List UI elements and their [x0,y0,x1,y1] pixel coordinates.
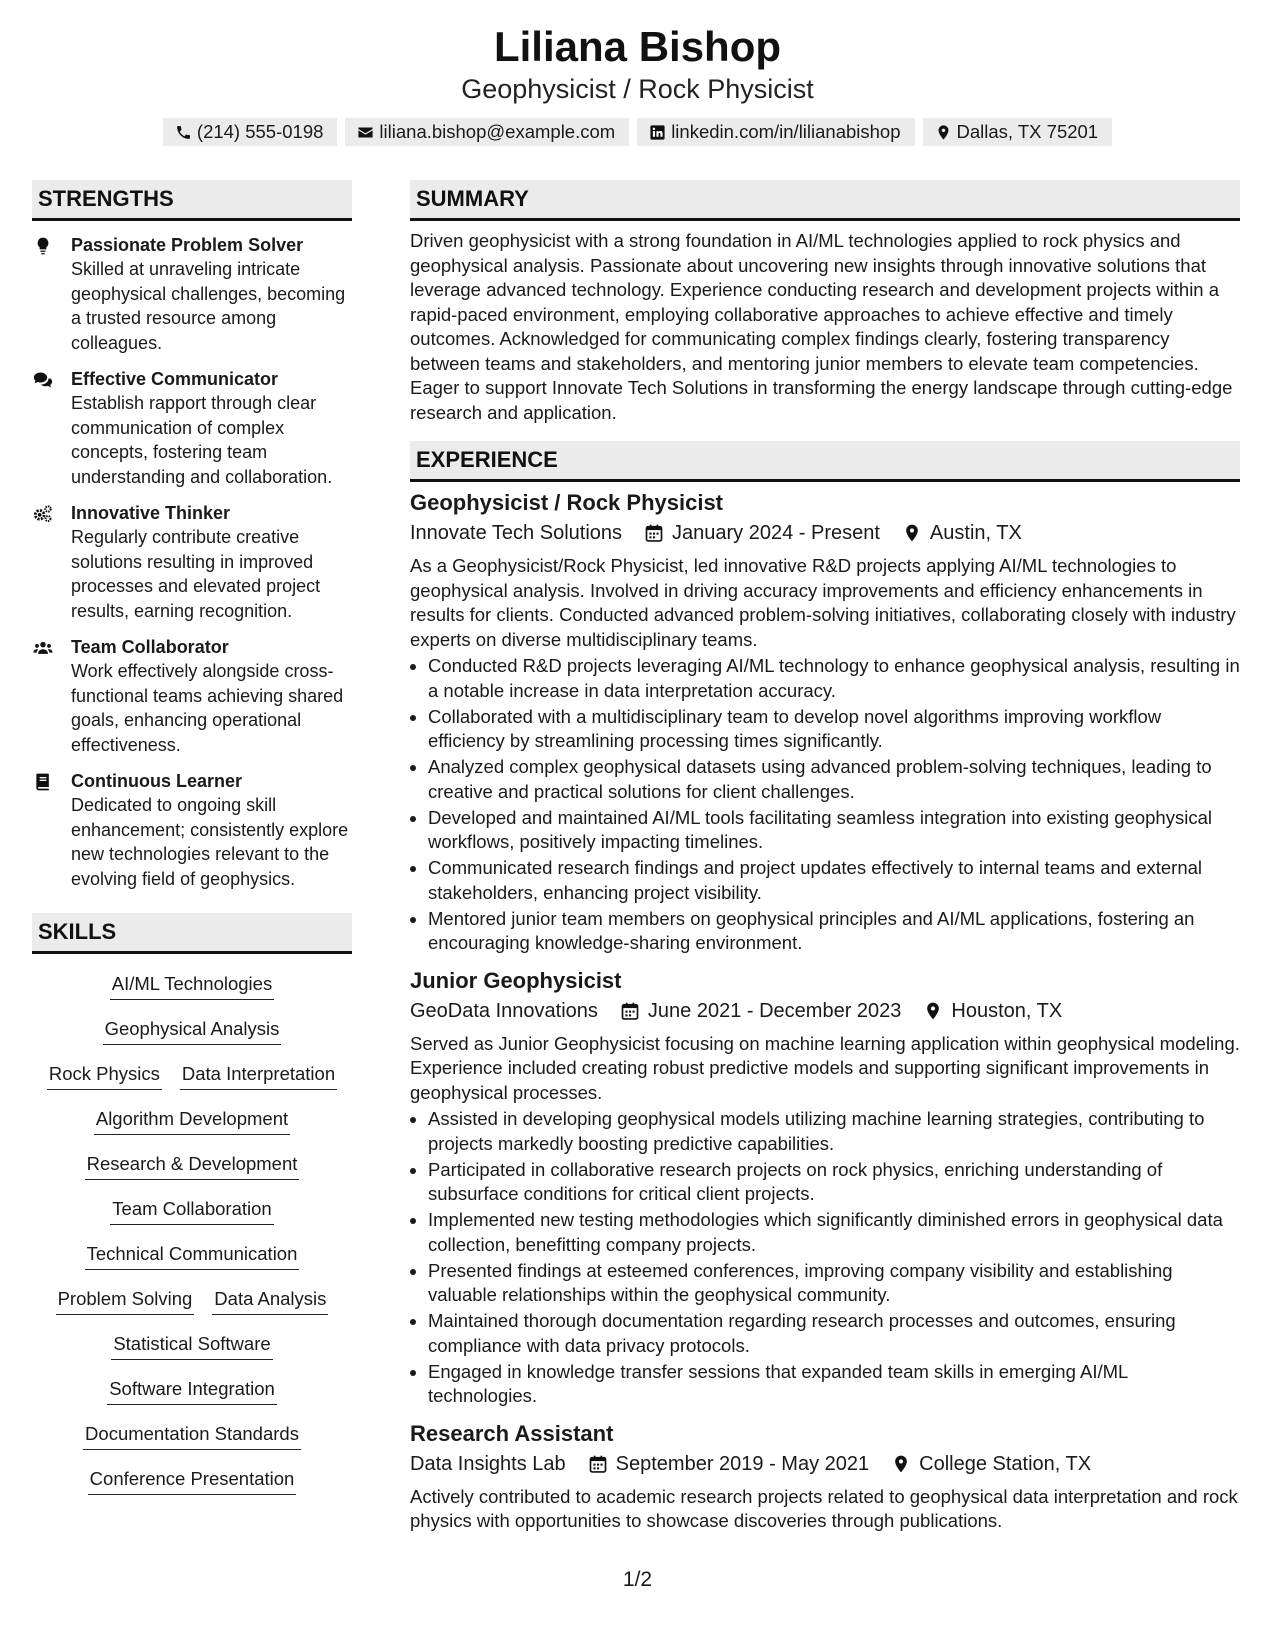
job-description: Actively contributed to academic research projects related to geophysical data interpretation and rock physics with opportunities to showcase discoveries through publications. [410,1485,1238,1531]
strength-title: Innovative Thinker [71,503,231,523]
skill-row [32,1324,352,1369]
map-pin-icon [891,1454,911,1474]
skill-tag: Technical Communication [85,1242,300,1270]
map-pin-icon [902,523,922,543]
skill-row [32,1459,352,1504]
strength-desc: Dedicated to ongoing skill enhancement; consistently explore new technologies relevant to the evolving field of geophysics. [71,795,349,889]
linkedin-chip[interactable] [637,118,914,146]
summary-text: Driven geophysicist with a strong foundation in AI/ML technologies applied to rock physics and geophysical analysis. Passionate about uncovering new insights through innovative solutions that leverage advanced technology. Experience conducting research and development projects within a rapid-paced environment, employing collaborative approaches to achieve effective and timely outcomes. Acknowledged for communicating complex findings clearly, fostering transparency between teams and stakeholders, and mentoring junior members to elevate team competencies. Eager to support Innovate Tech Solutions in transforming the energy landscape through cutting-edge research and application. [410,230,1233,423]
experience-heading: EXPERIENCE [410,441,1240,482]
candidate-name: Liliana Bishop [493,23,782,70]
skill-row [32,1144,352,1189]
strength-item [32,501,352,623]
strengths-heading: STRENGTHS [32,180,352,221]
skill-tag: Team Collaboration [110,1197,273,1225]
job-bullet: • Mentored junior team members on geophysical principles and AI/ML applications, fostering an encouraging knowledge-sharing environment. [428,907,1240,956]
skill-tag: Statistical Software [111,1332,272,1360]
job-location: Houston, TX [951,999,1063,1022]
skill-tag: Research & Development [85,1152,300,1180]
email-text: liliana.bishop@example.com [379,121,616,142]
skill-tag: Problem Solving [56,1287,195,1315]
strength-title: Passionate Problem Solver [71,235,304,255]
job-entry [410,488,1240,956]
job-dates: June 2021 - December 2023 [647,999,902,1022]
job-company: Data Insights Lab [410,1452,566,1475]
skill-row [32,1189,352,1234]
strength-title: Continuous Learner [71,771,243,791]
job-title: Research Assistant [410,1420,614,1446]
skill-tag: Conference Presentation [88,1467,297,1495]
candidate-title: Geophysicist / Rock Physicist [461,74,814,104]
job-meta [410,996,1240,1026]
comments-icon [32,370,54,390]
contact-bar [0,118,1275,146]
job-bullet: • Developed and maintained AI/ML tools facilitating seamless integration into existing geophysical workflows, positively impacting timelines. [428,806,1240,855]
job-meta [410,1449,1240,1479]
job-bullet: • Collaborated with a multidisciplinary team to develop novel algorithms improving workflow efficiency by streamlining processing times significantly. [428,705,1240,754]
skill-row [32,1054,352,1099]
job-dates: September 2019 - May 2021 [615,1452,870,1475]
map-pin-icon [935,124,952,141]
job-entry [410,1419,1240,1534]
strength-item [32,635,352,757]
summary-heading: SUMMARY [410,180,1240,221]
strength-title: Effective Communicator [71,369,279,389]
strength-item [32,233,352,355]
right-column [410,180,1240,1534]
skill-row [32,1234,352,1279]
job-description: As a Geophysicist/Rock Physicist, led innovative R&D projects applying AI/ML technologies to geophysical analysis. Involved in driving accuracy improvements and efficiency enhancements in results for clients. Conducted advanced problem-solving initiatives, collaborating closely with industry experts on diverse multidisciplinary teams. [410,555,1236,650]
strength-desc: Regularly contribute creative solutions resulting in improved processes and elevated project results, earning recognition. [71,527,321,621]
job-bullet: • Participated in collaborative research projects on rock physics, enriching understanding of subsurface conditions for critical client projects. [428,1158,1240,1207]
skill-tag: Rock Physics [47,1062,162,1090]
linkedin-text: linkedin.com/in/lilianabishop [671,121,901,142]
job-bullets [410,654,1240,956]
location-chip [923,118,1113,146]
job-title: Junior Geophysicist [410,967,622,993]
skill-tag: Documentation Standards [83,1422,301,1450]
skill-tag: Data Interpretation [180,1062,337,1090]
linkedin-icon [649,124,666,141]
envelope-icon [357,124,374,141]
job-title: Geophysicist / Rock Physicist [410,490,724,515]
strength-item [32,769,352,891]
email-chip[interactable] [345,118,629,146]
skill-row [32,964,352,1009]
job-bullet: • Engaged in knowledge transfer sessions that expanded team skills in emerging AI/ML technologies. [428,1360,1240,1409]
job-company: GeoData Innovations [410,999,598,1022]
lightbulb-icon [32,236,54,256]
phone-chip[interactable] [163,118,338,146]
skill-row [32,1414,352,1459]
skill-tag: Software Integration [107,1377,277,1405]
resume-header [0,22,1275,146]
strength-title: Team Collaborator [71,637,229,657]
job-bullet: • Communicated research findings and project updates effectively to internal teams and external stakeholders, enhancing project visibility. [428,856,1240,905]
strength-desc: Skilled at unraveling intricate geophysical challenges, becoming a trusted resource among colleagues. [71,259,346,353]
skill-tag: Geophysical Analysis [103,1017,282,1045]
strength-desc: Establish rapport through clear communication of complex concepts, fostering team understanding and collaboration. [71,393,333,487]
job-meta [410,518,1240,548]
skill-row [32,1009,352,1054]
job-bullet: • Implemented new testing methodologies which significantly diminished errors in geophysical data collection, benefitting company projects. [428,1208,1240,1257]
job-bullet: • Assisted in developing geophysical models utilizing machine learning strategies, contributing to projects markedly boosting predictive capabilities. [428,1107,1240,1156]
skill-tag: Algorithm Development [94,1107,290,1135]
book-icon [32,772,54,792]
skills-list [32,964,352,1504]
skill-row [32,1369,352,1414]
job-dates: January 2024 - Present [672,522,880,544]
job-location: College Station, TX [919,1452,1092,1475]
job-location: Austin, TX [929,522,1022,544]
job-bullets [410,1107,1240,1409]
strength-item [32,367,352,489]
phone-icon [175,124,192,141]
calendar-icon [644,523,664,543]
gears-icon [32,504,54,524]
page-number: 1/2 [622,1568,653,1591]
skill-row [32,1279,352,1324]
job-bullet: • Conducted R&D projects leveraging AI/ML technology to enhance geophysical analysis, resulting in a notable increase in data interpretation accuracy. [428,654,1240,703]
job-entry [410,966,1240,1409]
calendar-icon [588,1454,608,1474]
map-pin-icon [923,1001,943,1021]
skill-tag: AI/ML Technologies [110,972,274,1000]
skills-heading: SKILLS [32,913,352,954]
users-icon [32,638,54,658]
skill-tag: Data Analysis [212,1287,328,1315]
job-bullet: • Maintained thorough documentation regarding research processes and outcomes, ensuring compliance with data privacy protocols. [428,1309,1240,1358]
location-text: Dallas, TX 75201 [956,121,1099,142]
calendar-icon [620,1001,640,1021]
job-company: Innovate Tech Solutions [410,522,623,544]
job-description: Served as Junior Geophysicist focusing on machine learning application within geophysical modeling. Experience included creating robust predictive models and supporting significant improvements in geophysical processes. [410,1032,1240,1103]
phone-text: (214) 555-0198 [196,121,324,142]
skill-row [32,1099,352,1144]
job-bullet: • Analyzed complex geophysical datasets using advanced problem-solving techniques, leading to creative and practical solutions for client challenges. [428,755,1240,804]
job-bullet: • Presented findings at esteemed conferences, improving company visibility and establishing valuable relationships within the geophysical community. [428,1259,1240,1308]
left-column [32,180,352,1504]
strength-desc: Work effectively alongside cross-functional teams achieving shared goals, enhancing operational effectiveness. [71,661,344,755]
